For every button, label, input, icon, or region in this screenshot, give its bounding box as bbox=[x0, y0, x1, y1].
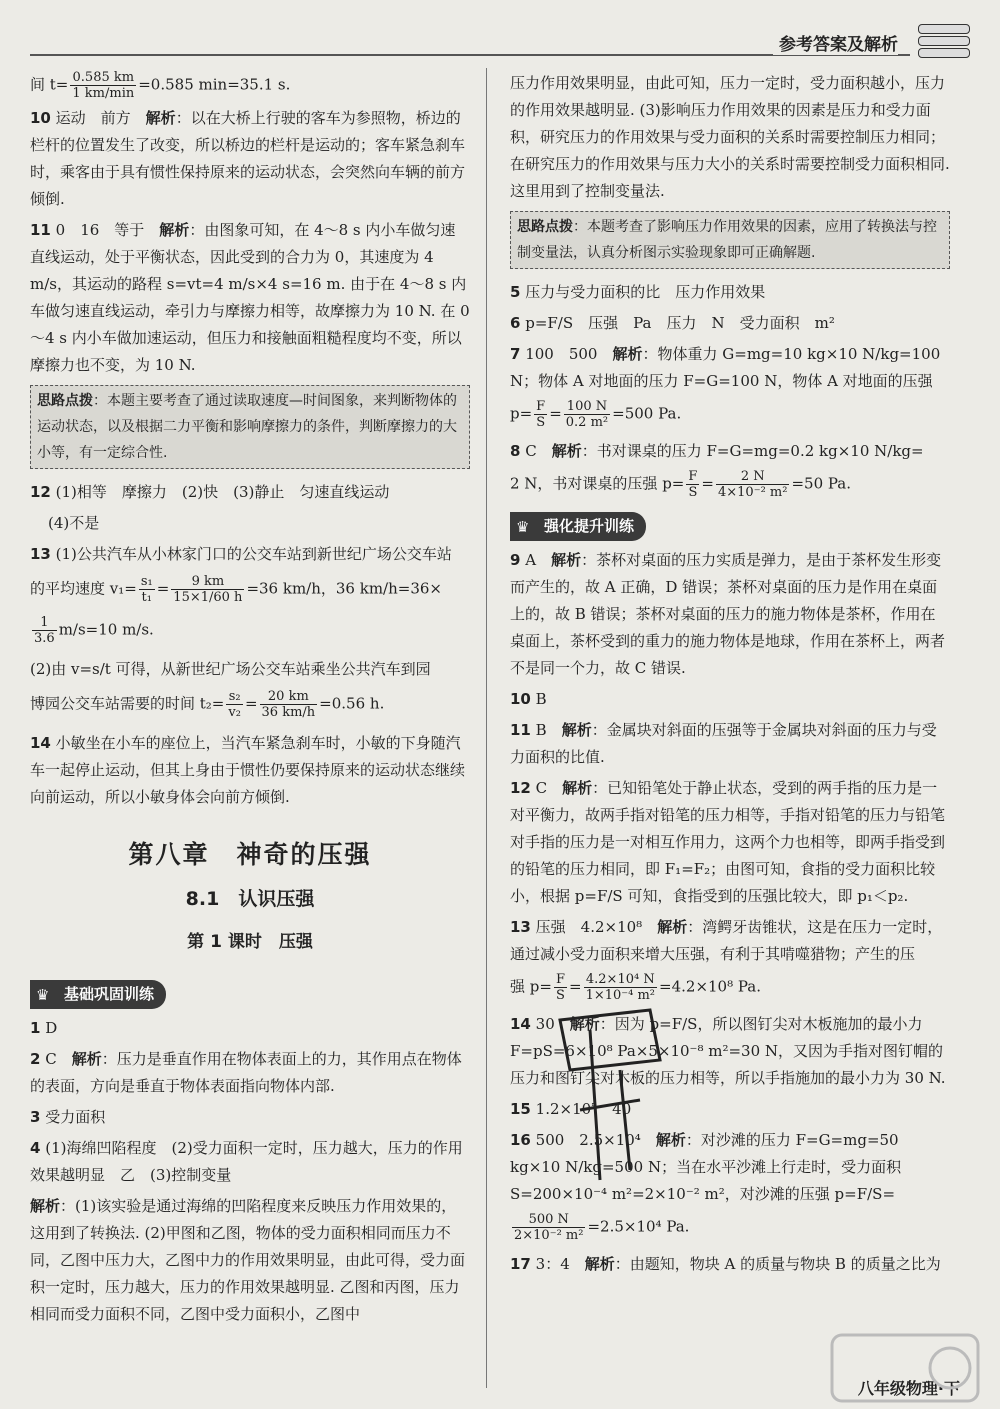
analysis-label: 解析 bbox=[562, 779, 593, 797]
fraction bbox=[226, 689, 243, 720]
text: =0.56 h. bbox=[319, 694, 385, 713]
denominator: v₂ bbox=[228, 705, 241, 720]
question-number: 13 bbox=[30, 545, 51, 563]
formula-line bbox=[30, 574, 470, 605]
fraction bbox=[564, 399, 610, 430]
answer-2 bbox=[30, 1046, 470, 1100]
answer-text: 30 bbox=[535, 1015, 570, 1033]
analysis-text: ：物体重力 G=mg=10 kg×10 N/kg=100 N；物体 A 对地面的压力 F=G=100 N，物体 A 对地面的压强 bbox=[510, 345, 941, 390]
analysis-label: 解析 bbox=[30, 1197, 61, 1215]
answer-text: (4)不是 bbox=[48, 514, 100, 532]
answer-text: (2)由 v=s/t 可得，从新世纪广场公交车站乘坐公共汽车到园 bbox=[30, 660, 431, 678]
denominator: 4×10⁻² m² bbox=[718, 485, 788, 500]
answer-text: B bbox=[535, 690, 547, 708]
question-number: 13 bbox=[510, 918, 531, 936]
question-number: 17 bbox=[510, 1255, 531, 1273]
fraction bbox=[554, 972, 567, 1003]
numerator: F bbox=[688, 469, 698, 484]
text: m/s=10 m/s. bbox=[58, 620, 154, 639]
answer-text: C bbox=[525, 442, 552, 460]
answer-text: 受力面积 bbox=[45, 1108, 106, 1126]
answer-11b bbox=[510, 717, 950, 771]
books-icon bbox=[918, 24, 970, 58]
header-title: 参考答案及解析 bbox=[773, 30, 898, 55]
question-number: 5 bbox=[510, 283, 521, 301]
analysis-text: ：湾鳄牙齿锥状，这是在压力一定时，通过减小受力面积来增大压强，有利于其啃噬猎物；产生的压 bbox=[510, 918, 943, 963]
analysis-text: ：对沙滩的压力 F=G=mg=50 kg×10 N/kg=500 N；当在水平沙滩上行走时，受力面积 S=200×10⁻⁴ m²=2×10⁻² m²，对沙滩的压强 p=F/S= bbox=[510, 1131, 902, 1203]
numerator: 0.585 km bbox=[70, 70, 136, 86]
banner-advanced-training bbox=[510, 512, 646, 541]
text: =50 Pa. bbox=[791, 474, 852, 493]
answer-text: 0 16 等于 bbox=[55, 221, 160, 239]
numerator: s₁ bbox=[140, 574, 153, 589]
answer-text: A bbox=[525, 551, 552, 569]
numerator: 500 N bbox=[512, 1212, 585, 1228]
denominator: S bbox=[536, 415, 546, 430]
question-number: 12 bbox=[510, 779, 531, 797]
left-column bbox=[30, 70, 470, 1332]
numerator: 9 km bbox=[171, 574, 244, 590]
analysis-label: 解析 bbox=[551, 551, 582, 569]
analysis-text: ：由图象可知，在 4～8 s 内小车做匀速直线运动，处于平衡状态，因此受到的合力为 0，其速度为 4 m/s，其运动的路程 s=vt=4 m/s×4 s=16 m. 由于在 4～8 s 内车做匀速直线运动，牵引力与摩擦力相等，故摩擦力为 10 N. 在 0～4 s 内小车做加速运动，但压力和接触面粗糙程度均不变，所以摩擦力也不变，为 10 N. bbox=[30, 221, 470, 374]
numerator: F bbox=[555, 972, 565, 987]
text: = bbox=[156, 579, 170, 598]
question-number: 7 bbox=[510, 345, 521, 363]
answer-text: B bbox=[535, 721, 562, 739]
answer-text: 运动 前方 bbox=[55, 109, 146, 127]
numerator: 1 bbox=[32, 615, 57, 631]
text: =36 km/h，36 km/h=36× bbox=[246, 579, 442, 598]
answer-7 bbox=[510, 341, 950, 395]
question-number: 11 bbox=[510, 721, 531, 739]
denominator: 1 km/min bbox=[72, 86, 135, 101]
analysis-text: ：已知铅笔处于静止状态，受到的两手指的压力是一对平衡力，故两手指对铅笔的压力相等，手指对铅笔的压力与铅笔对手指的压力是一对相互作用力，这两个力也相等，即两手指受到的铅笔的压力相同，即 F₁=F₂；由图可知，食指的受力面积比较小，根据 p=F/S 可知，食指受到的压强比较大，即 p₁＜p₂. bbox=[510, 779, 946, 905]
analysis-text: ：由题知，物块 A 的质量与物块 B 的质量之比为 bbox=[614, 1255, 941, 1273]
tip-label: 思路点拨 bbox=[517, 219, 573, 235]
analysis-label: 解析 bbox=[655, 1131, 686, 1149]
answer-text: 100 500 bbox=[525, 345, 613, 363]
text: 间 t= bbox=[30, 75, 69, 94]
answer-text: D bbox=[45, 1019, 58, 1037]
analysis-label: 解析 bbox=[551, 442, 582, 460]
analysis-text: ：金属块对斜面的压强等于金属块对斜面的压力与受力面积的比值. bbox=[510, 721, 937, 766]
answer-13b bbox=[510, 914, 950, 968]
answer-text: 1.2×10⁵ 40 bbox=[535, 1100, 632, 1118]
question-number: 10 bbox=[510, 690, 531, 708]
text: p= bbox=[510, 404, 533, 423]
question-number: 15 bbox=[510, 1100, 531, 1118]
fraction bbox=[512, 1212, 585, 1243]
crown-icon: ♛ bbox=[516, 518, 530, 536]
text: =4.2×10⁸ Pa. bbox=[659, 977, 762, 996]
formula-line: 2 N，书对课桌的压强 p= $\frac{F}{S}$ = $\frac{2 N}{\text{4×10⁻² m²}}$ =50 Pa. bbox=[510, 469, 852, 500]
answer-11 bbox=[30, 217, 470, 379]
analysis-text: ：茶杯对桌面的压力实质是弹力，是由于茶杯发生形变而产生的，故 A 正确，D 错误；茶杯对桌面的压力是作用在桌面上的，故 B 错误；茶杯对桌面的压力的施力物体是茶杯，作用在桌面上，茶杯受到的重力的施力物体是地球，作用在茶杯上，两者不是同一个力，故 C 错误. bbox=[510, 551, 946, 677]
question-number: 14 bbox=[510, 1015, 531, 1033]
answer-3 bbox=[30, 1104, 470, 1131]
formula-line: 强 p= $\frac{F}{S}$ = $\frac{\text{4.2×10⁴ N}}{\text{1×10⁻⁴ m²}}$ =4.2×10⁸ Pa. bbox=[510, 972, 762, 1003]
answer-text: p=F/S 压强 Pa 压力 N 受力面积 m² bbox=[525, 314, 835, 332]
answer-14 bbox=[30, 730, 470, 811]
text: 强 p= bbox=[510, 977, 552, 996]
answer-text: 压力与受力面积的比 压力作用效果 bbox=[525, 283, 766, 301]
analysis-label: 解析 bbox=[657, 918, 688, 936]
answer-8 bbox=[510, 438, 950, 465]
fraction bbox=[584, 972, 657, 1003]
answer-6 bbox=[510, 310, 950, 337]
denominator: 15×1/60 h bbox=[173, 590, 243, 605]
denominator: S bbox=[688, 485, 698, 500]
answer-17 bbox=[510, 1251, 950, 1278]
analysis-label: 解析 bbox=[71, 1050, 102, 1068]
numerator: 4.2×10⁴ N bbox=[584, 972, 657, 988]
denominator: 36 km/h bbox=[261, 705, 316, 720]
numerator: s₂ bbox=[226, 689, 243, 705]
numerator: 100 N bbox=[564, 399, 610, 415]
analysis-label: 解析 bbox=[145, 109, 176, 127]
question-number: 6 bbox=[510, 314, 521, 332]
numerator: 20 km bbox=[260, 689, 318, 705]
answer-12 bbox=[30, 479, 470, 506]
page-footer: 八年级物理·下 bbox=[857, 1379, 960, 1398]
text: =2.5×10⁴ Pa. bbox=[587, 1217, 690, 1236]
text: 的平均速度 v₁= bbox=[30, 579, 137, 598]
answer-line bbox=[30, 70, 470, 101]
fraction bbox=[171, 574, 244, 605]
denominator: t₁ bbox=[141, 590, 152, 605]
question-number: 12 bbox=[30, 483, 51, 501]
denominator: 1×10⁻⁴ m² bbox=[585, 988, 656, 1003]
answer-text: 小敏坐在小车的座位上，当汽车紧急刹车时，小敏的下身随汽车一起停止运动，但其上身由于惯性仍要保持原来的运动状态继续向前运动，所以小敏身体会向前方倾倒. bbox=[30, 734, 466, 806]
tip-text: ：本题主要考查了通过读取速度—时间图象，来判断物体的运动状态，以及根据二力平衡和影响摩擦力的条件，判断摩擦力的大小等，有一定综合性. bbox=[37, 393, 457, 461]
denominator: 0.2 m² bbox=[565, 415, 609, 430]
analysis-label: 解析 bbox=[159, 221, 190, 239]
answer-text: 压力作用效果明显，由此可知，压力一定时，受力面积越小，压力的作用效果越明显. (3)影响压力作用效果的因素是压力和受力面积，研究压力的作用效果与受力面积的关系时需要控制压力相同；在研究压力的作用效果与压力大小的关系时需要控制受力面积相同. 这里用到了控制变量法. bbox=[510, 74, 950, 200]
analysis-label: 解析 bbox=[561, 721, 592, 739]
crown-icon: ♛ bbox=[36, 986, 50, 1004]
question-number: 8 bbox=[510, 442, 521, 460]
analysis-label: 解析 bbox=[569, 1015, 600, 1033]
answer-text: 压强 4.2×10⁸ bbox=[535, 918, 658, 936]
banner-label: 强化提升训练 bbox=[544, 517, 635, 535]
lesson-title: 第 1 课时 压强 bbox=[187, 932, 313, 952]
fraction bbox=[686, 469, 699, 500]
fraction bbox=[260, 689, 318, 720]
banner-label: 基础巩固训练 bbox=[64, 985, 155, 1003]
question-number: 9 bbox=[510, 551, 521, 569]
denominator: S bbox=[556, 988, 565, 1003]
analysis-text: ：书对课桌的压力 F=G=mg=0.2 kg×10 N/kg= bbox=[581, 442, 924, 460]
section-title: 8.1 认识压强 bbox=[185, 888, 315, 910]
answer-text: (1)公共汽车从小林家门口的公交车站到新世纪广场公交车站 bbox=[55, 545, 452, 563]
answer-4 bbox=[30, 1135, 470, 1189]
banner-basic-training bbox=[30, 980, 166, 1009]
answer-text: C bbox=[535, 779, 563, 797]
formula-line bbox=[30, 615, 470, 646]
chapter-title: 第八章 神奇的压强 bbox=[128, 840, 372, 869]
answer-13 bbox=[30, 541, 470, 568]
denominator: 3.6 bbox=[34, 631, 55, 646]
question-number: 1 bbox=[30, 1019, 41, 1037]
question-number: 4 bbox=[30, 1139, 41, 1157]
question-number: 2 bbox=[30, 1050, 41, 1068]
denominator: 2×10⁻² m² bbox=[514, 1228, 584, 1243]
fraction bbox=[32, 615, 57, 646]
formula-line bbox=[510, 1212, 950, 1243]
analysis-text: ：因为 p=F/S，所以图钉尖对木板施加的最小力 F=pS=6×10⁸ Pa×5×10⁻⁸ m²=30 N，又因为手指对图钉帽的压力和图钉尖对木板的压力相等，所以手指施加的最小力为 30 N. bbox=[510, 1015, 946, 1087]
analysis-label: 解析 bbox=[612, 345, 643, 363]
answer-12b bbox=[510, 775, 950, 910]
analysis-label: 解析 bbox=[584, 1255, 615, 1273]
text: 博园公交车站需要的时间 t₂= bbox=[30, 694, 225, 713]
handwritten-mark bbox=[540, 1000, 680, 1200]
tip-box bbox=[510, 211, 950, 269]
question-number: 3 bbox=[30, 1108, 41, 1126]
text: =500 Pa. bbox=[612, 404, 682, 423]
tip-box bbox=[30, 385, 470, 469]
text: 2 N，书对课桌的压强 p= bbox=[510, 474, 685, 493]
answer-5 bbox=[510, 279, 950, 306]
answer-4-analysis bbox=[30, 1193, 470, 1328]
fraction bbox=[534, 399, 547, 430]
answer-9 bbox=[510, 547, 950, 682]
page-header bbox=[30, 30, 970, 60]
tip-text: ：本题考查了影响压力作用效果的因素，应用了转换法与控制变量法，认真分析图示实验现象即可正确解题. bbox=[517, 219, 937, 261]
question-number: 11 bbox=[30, 221, 51, 239]
numerator: 2 N bbox=[716, 469, 789, 485]
question-number: 14 bbox=[30, 734, 51, 752]
analysis-text: ：以在大桥上行驶的客车为参照物，桥边的栏杆的位置发生了改变，所以桥边的栏杆是运动的；客车紧急刹车时，乘客由于具有惯性保持原来的运动状态，会突然向车辆的前方倾倒. bbox=[30, 109, 466, 208]
answer-text: C bbox=[45, 1050, 72, 1068]
tip-label: 思路点拨 bbox=[37, 393, 93, 409]
answer-text: (1)海绵凹陷程度 (2)受力面积一定时，压力越大，压力的作用效果越明显 乙 (3)控制变量 bbox=[30, 1139, 463, 1184]
answer-10 bbox=[30, 105, 470, 213]
formula-line: p= $\frac{F}{S}$ = $\frac{100 N}{\text{0.2 m²}}$ =500 Pa. bbox=[510, 399, 682, 430]
fraction bbox=[139, 574, 155, 605]
column-divider bbox=[486, 68, 487, 1388]
answer-text: 500 2.5×10⁴ bbox=[535, 1131, 656, 1149]
watermark-logo bbox=[830, 1333, 980, 1403]
numerator: F bbox=[536, 399, 546, 414]
analysis-text: ：(1)该实验是通过海绵的凹陷程度来反映压力作用效果的，这用到了转换法. (2)甲图和乙图，物体的受力面积相同而压力不同，乙图中压力大，乙图中力的作用效果明显，由此可得，受力面积一定时，压力越大，压力的作用效果越明显. 乙图和丙图，压力相同而受力面积不同，乙图中受力面积小，乙图中 bbox=[30, 1197, 466, 1323]
analysis-text: ：压力是垂直作用在物体表面上的力，其作用点在物体的表面，方向是垂直于物体表面指向物体内部. bbox=[30, 1050, 462, 1095]
question-number: 16 bbox=[510, 1131, 531, 1149]
formula-line: 博园公交车站需要的时间 t₂= $\frac{\text{s₂}}{\text{v₂}}$ = $\frac{20 km}{36 km/h}$ =0.56 h. bbox=[30, 689, 385, 720]
answer-text: (1)相等 摩擦力 (2)快 (3)静止 匀速直线运动 bbox=[55, 483, 390, 501]
text: =0.585 min=35.1 s. bbox=[138, 75, 291, 94]
question-number: 10 bbox=[30, 109, 51, 127]
answer-10b bbox=[510, 686, 950, 713]
answer-text: 3：4 bbox=[535, 1255, 585, 1273]
fraction bbox=[716, 469, 789, 500]
fraction bbox=[70, 70, 136, 101]
answer-1 bbox=[30, 1015, 470, 1042]
